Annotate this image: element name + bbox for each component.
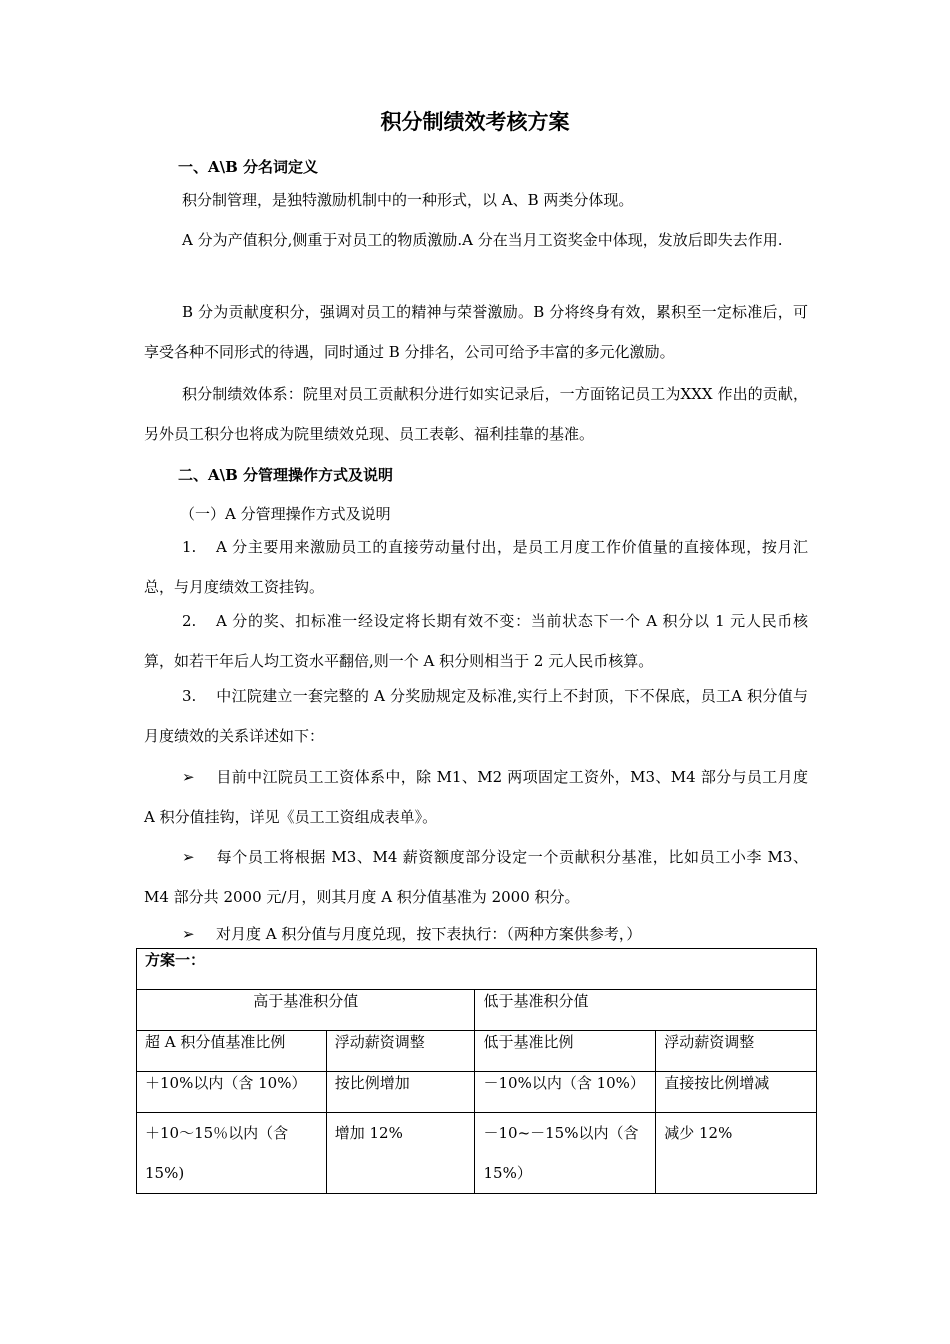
item-text: A 分主要用来激励员工的直接劳动量付出，是员工月度工作价值量的直接体现，按月汇总，与月度绩效工资挂钩。 <box>144 538 808 596</box>
numbered-item-1 <box>144 527 808 607</box>
item-text: A 分的奖、扣标准一经设定将长期有效不变：当前状态下一个 A 积分以 1 元人民币核算，如若干年后人均工资水平翻倍,则一个 A 积分则相当于 2 元人民币核算。 <box>144 612 808 670</box>
bullet-text: 对月度 A 积分值与月度兑现，按下表执行：（两种方案供参考，） <box>216 925 642 943</box>
arrow-bullet-icon: ➢ <box>182 768 195 786</box>
item-number: 1. <box>182 538 197 556</box>
bullet-item-2 <box>144 837 808 917</box>
section1-paragraph-2: A 分为产值积分,侧重于对员工的物质激励.A 分在当月工资奖金中体现，发放后即失去作用. <box>182 231 783 249</box>
arrow-bullet-icon: ➢ <box>182 848 195 866</box>
scheme-table <box>136 948 817 1194</box>
numbered-item-2 <box>144 601 808 681</box>
table-row <box>137 1072 817 1113</box>
group-header-low: 低于基准积分值 <box>475 990 817 1031</box>
column-header: 浮动薪资调整 <box>656 1031 817 1072</box>
table-group-header-row <box>137 990 817 1031</box>
table-cell: －10%以内（含 10%） <box>475 1072 656 1113</box>
table-cell: ＋10%以内（含 10%） <box>137 1072 327 1113</box>
column-header: 低于基准比例 <box>475 1031 656 1072</box>
column-header: 超 A 积分值基准比例 <box>137 1031 327 1072</box>
group-header-high: 高于基准积分值 <box>137 990 475 1031</box>
bullet-text: 每个员工将根据 M3、M4 薪资额度部分设定一个贡献积分基准，比如员工小李 M3、M4 部分共 2000 元/月，则其月度 A 积分值基准为 2000 积分。 <box>144 848 808 906</box>
scheme-title: 方案一： <box>137 949 817 990</box>
table-cell: ＋10～15％以内（含 15%) <box>137 1113 327 1194</box>
table-cell: －10~－15%以内（含 15%） <box>475 1113 656 1194</box>
section1-paragraph-1: 积分制管理，是独特激励机制中的一种形式，以 A、B 两类分体现。 <box>182 191 634 209</box>
item-text: 中江院建立一套完整的 A 分奖励规定及标准,实行上不封顶，下不保底，员工A 积分值与月度绩效的关系详述如下： <box>144 687 808 745</box>
section1-paragraph-4: 积分制绩效体系：院里对员工贡献积分进行如实记录后，一方面铭记员工为XXX 作出的贡献，另外员工积分也将成为院里绩效兑现、员工表彰、福利挂靠的基准。 <box>144 385 808 443</box>
arrow-bullet-icon: ➢ <box>182 925 195 943</box>
bullet-text: 目前中江院员工工资体系中，除 M1、M2 两项固定工资外，M3、M4 部分与员工月度 A 积分值挂钩，详见《员工工资组成表单》。 <box>144 768 808 826</box>
table-cell: 直接按比例增减 <box>656 1072 817 1113</box>
section1-paragraph-3: B 分为贡献度积分，强调对员工的精神与荣誉激励。B 分将终身有效，累积至一定标准后，可享受各种不同形式的待遇，同时通过 B 分排名，公司可给予丰富的多元化激励。 <box>144 303 808 361</box>
numbered-item-3 <box>144 676 808 756</box>
table-cell: 增加 12% <box>326 1113 475 1194</box>
table-cell: 按比例增加 <box>326 1072 475 1113</box>
table-title-row <box>137 949 817 990</box>
item-number: 2. <box>182 612 197 630</box>
table-column-header-row <box>137 1031 817 1072</box>
table-row <box>137 1113 817 1194</box>
item-number: 3. <box>182 687 197 705</box>
bullet-item-1 <box>144 757 808 837</box>
section1-heading: 一、A\B 分名词定义 <box>178 158 319 176</box>
section2-heading: 二、A\B 分管理操作方式及说明 <box>178 466 394 484</box>
column-header: 浮动薪资调整 <box>326 1031 475 1072</box>
section2-subheading: （一）A 分管理操作方式及说明 <box>180 505 391 523</box>
table-cell: 减少 12% <box>656 1113 817 1194</box>
document-title: 积分制绩效考核方案 <box>380 109 570 134</box>
